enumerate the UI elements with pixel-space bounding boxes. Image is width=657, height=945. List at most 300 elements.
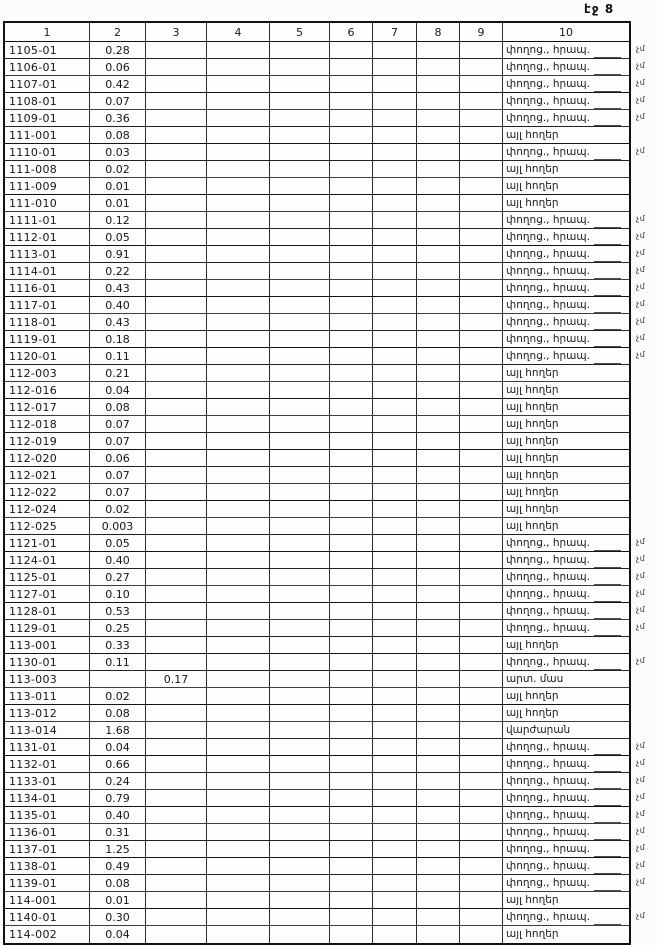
cell-col8-empty (417, 858, 460, 874)
trailing-rule-line (594, 855, 621, 857)
cell-area-col2: 0.05 (90, 229, 146, 245)
cell-col7-empty (373, 144, 417, 160)
cell-col5-empty (270, 501, 330, 517)
cell-area-col3 (146, 42, 207, 58)
cell-col9-empty (460, 603, 503, 619)
margin-note: չմ (636, 554, 646, 563)
cell-area-col3 (146, 552, 207, 568)
cell-area-col3 (146, 382, 207, 398)
land-use-label: փողոց., հրապ. (506, 876, 590, 889)
cell-land-use (503, 467, 629, 483)
cell-col6-empty (330, 671, 373, 687)
cell-parcel-id: 1129-01 (5, 620, 90, 636)
cell-area-col2: 0.10 (90, 586, 146, 602)
cell-area-col3 (146, 110, 207, 126)
cell-parcel-id: 1112-01 (5, 229, 90, 245)
cell-area-col2: 0.07 (90, 433, 146, 449)
cell-col6-empty (330, 773, 373, 789)
cell-col8-empty (417, 620, 460, 636)
cell-area-col3 (146, 348, 207, 364)
table-row (5, 246, 629, 263)
margin-note: չմ (636, 588, 646, 597)
cell-parcel-id: 114-001 (5, 892, 90, 908)
cell-col5-empty (270, 365, 330, 381)
cell-col7-empty (373, 229, 417, 245)
cell-col6-empty (330, 416, 373, 432)
cell-col5-empty (270, 297, 330, 313)
cell-area-col3 (146, 756, 207, 772)
cell-col6-empty (330, 144, 373, 160)
trailing-rule-line (594, 889, 621, 891)
cell-area-col3 (146, 297, 207, 313)
cell-col4-empty (207, 637, 270, 653)
trailing-rule-line (594, 56, 621, 58)
land-use-label: այլ հողեր (506, 451, 559, 464)
cell-col5-empty (270, 688, 330, 704)
cell-col6-empty (330, 654, 373, 670)
land-use-label: այլ հողեր (506, 400, 559, 413)
cell-col5-empty (270, 331, 330, 347)
cell-area-col2: 0.11 (90, 654, 146, 670)
cell-col9-empty (460, 178, 503, 194)
cell-col9-empty (460, 841, 503, 857)
cell-area-col2: 0.01 (90, 892, 146, 908)
cell-col9-empty (460, 773, 503, 789)
cell-col8-empty (417, 569, 460, 585)
land-use-label: փողոց., հրապ. (506, 298, 590, 311)
cell-area-col2: 0.36 (90, 110, 146, 126)
cell-col9-empty (460, 42, 503, 58)
cell-col8-empty (417, 841, 460, 857)
margin-note-empty (636, 397, 657, 414)
table-row (5, 875, 629, 892)
cell-col9-empty (460, 909, 503, 925)
cell-col5-empty (270, 76, 330, 92)
cell-col4-empty (207, 467, 270, 483)
cell-col4-empty (207, 858, 270, 874)
cell-col5-empty (270, 535, 330, 551)
cell-parcel-id: 1125-01 (5, 569, 90, 585)
trailing-rule-line (594, 821, 621, 823)
cell-area-col2: 0.01 (90, 178, 146, 194)
cell-land-use (503, 263, 629, 279)
cell-parcel-id: 1121-01 (5, 535, 90, 551)
cell-parcel-id: 1136-01 (5, 824, 90, 840)
margin-note-empty (636, 890, 657, 907)
cell-col4-empty (207, 246, 270, 262)
cell-col7-empty (373, 76, 417, 92)
cell-land-use (503, 807, 629, 823)
cell-col4-empty (207, 586, 270, 602)
cell-col7-empty (373, 535, 417, 551)
cell-area-col3 (146, 824, 207, 840)
cell-parcel-id: 112-003 (5, 365, 90, 381)
table-row (5, 365, 629, 382)
cell-col9-empty (460, 637, 503, 653)
margin-note: չմ (636, 911, 646, 920)
trailing-rule-line (594, 770, 621, 772)
cell-col8-empty (417, 433, 460, 449)
cell-area-col2: 0.18 (90, 331, 146, 347)
cell-area-col3 (146, 59, 207, 75)
cell-col5-empty (270, 59, 330, 75)
trailing-rule-line (594, 923, 621, 925)
cell-land-use (503, 552, 629, 568)
cell-col9-empty (460, 620, 503, 636)
table-row (5, 195, 629, 212)
cell-land-use (503, 280, 629, 296)
table-row (5, 450, 629, 467)
cell-area-col3 (146, 518, 207, 534)
cell-land-use (503, 756, 629, 772)
cell-col7-empty (373, 909, 417, 925)
cell-land-use (503, 297, 629, 313)
cell-area-col3 (146, 569, 207, 585)
cell-col5-empty (270, 161, 330, 177)
cell-col8-empty (417, 331, 460, 347)
margin-note-empty (636, 125, 657, 142)
cell-col6-empty (330, 42, 373, 58)
table-row (5, 501, 629, 518)
margin-note-empty (636, 465, 657, 482)
cell-parcel-id: 1119-01 (5, 331, 90, 347)
cell-col5-empty (270, 178, 330, 194)
cell-col4-empty (207, 756, 270, 772)
table-row (5, 331, 629, 348)
cell-area-col2: 0.04 (90, 382, 146, 398)
cell-col9-empty (460, 926, 503, 943)
cell-col8-empty (417, 790, 460, 806)
cell-area-col3 (146, 858, 207, 874)
margin-note-empty (636, 703, 657, 720)
cell-col9-empty (460, 722, 503, 738)
cell-col8-empty (417, 535, 460, 551)
cell-col6-empty (330, 518, 373, 534)
cell-land-use (503, 161, 629, 177)
cell-col9-empty (460, 535, 503, 551)
cell-parcel-id: 1110-01 (5, 144, 90, 160)
cell-col9-empty (460, 399, 503, 415)
cell-col6-empty (330, 331, 373, 347)
cell-area-col3 (146, 790, 207, 806)
land-use-label: փողոց., հրապ. (506, 247, 590, 260)
table-row (5, 620, 629, 637)
cell-area-col2: 0.02 (90, 688, 146, 704)
cell-col8-empty (417, 518, 460, 534)
cell-col8-empty (417, 127, 460, 143)
cell-area-col2: 0.53 (90, 603, 146, 619)
cell-col9-empty (460, 382, 503, 398)
cell-parcel-id: 1106-01 (5, 59, 90, 75)
cell-col5-empty (270, 280, 330, 296)
cell-area-col2: 0.12 (90, 212, 146, 228)
cell-col8-empty (417, 807, 460, 823)
cell-land-use (503, 195, 629, 211)
cell-col6-empty (330, 212, 373, 228)
cell-col9-empty (460, 858, 503, 874)
cell-col8-empty (417, 42, 460, 58)
cell-col7-empty (373, 348, 417, 364)
cell-col5-empty (270, 399, 330, 415)
table-row (5, 314, 629, 331)
cell-col4-empty (207, 909, 270, 925)
cell-area-col2: 0.08 (90, 705, 146, 721)
cell-col6-empty (330, 620, 373, 636)
cell-col6-empty (330, 926, 373, 943)
cell-area-col2: 0.40 (90, 297, 146, 313)
cell-area-col2: 0.06 (90, 450, 146, 466)
land-use-label: այլ հողեր (506, 128, 559, 141)
cell-col6-empty (330, 280, 373, 296)
cell-col4-empty (207, 212, 270, 228)
cell-col5-empty (270, 127, 330, 143)
cell-area-col2: 0.04 (90, 739, 146, 755)
cell-area-col2: 0.07 (90, 467, 146, 483)
land-use-label: փողոց., հրապ. (506, 60, 590, 73)
column-header-1: 1 (5, 23, 90, 41)
cell-col4-empty (207, 722, 270, 738)
land-use-label: փողոց., հրապ. (506, 604, 590, 617)
land-use-label: վարժարան (506, 723, 571, 736)
cell-col8-empty (417, 722, 460, 738)
cell-col8-empty (417, 212, 460, 228)
cell-land-use (503, 586, 629, 602)
land-use-label: այլ հողեր (506, 468, 559, 481)
cell-parcel-id: 1130-01 (5, 654, 90, 670)
cell-col9-empty (460, 467, 503, 483)
cell-area-col3 (146, 807, 207, 823)
cell-col6-empty (330, 739, 373, 755)
cell-area-col2: 0.07 (90, 93, 146, 109)
cell-area-col2: 0.08 (90, 127, 146, 143)
cell-parcel-id: 1118-01 (5, 314, 90, 330)
cell-parcel-id: 1113-01 (5, 246, 90, 262)
cell-col7-empty (373, 382, 417, 398)
cell-col9-empty (460, 161, 503, 177)
cell-col4-empty (207, 484, 270, 500)
cell-area-col3 (146, 603, 207, 619)
cell-area-col2: 0.22 (90, 263, 146, 279)
cell-col6-empty (330, 110, 373, 126)
land-use-label: փողոց., հրապ. (506, 587, 590, 600)
cell-col5-empty (270, 144, 330, 160)
margin-note: չմ (636, 605, 646, 614)
cell-col9-empty (460, 433, 503, 449)
cell-col7-empty (373, 637, 417, 653)
cell-col5-empty (270, 807, 330, 823)
cell-col5-empty (270, 42, 330, 58)
cell-land-use (503, 790, 629, 806)
cell-col7-empty (373, 518, 417, 534)
cell-col8-empty (417, 399, 460, 415)
cell-col6-empty (330, 535, 373, 551)
cell-col9-empty (460, 144, 503, 160)
table-row (5, 110, 629, 127)
cell-parcel-id: 113-012 (5, 705, 90, 721)
cell-col5-empty (270, 569, 330, 585)
column-header-3: 3 (146, 23, 207, 41)
cell-parcel-id: 111-008 (5, 161, 90, 177)
cell-parcel-id: 1138-01 (5, 858, 90, 874)
cell-col6-empty (330, 399, 373, 415)
margin-note-empty (636, 380, 657, 397)
margin-note: չմ (636, 95, 646, 104)
margin-note-empty (636, 193, 657, 210)
cell-area-col3 (146, 161, 207, 177)
cell-col6-empty (330, 467, 373, 483)
margin-note-empty (636, 499, 657, 516)
table-row (5, 552, 629, 569)
cell-land-use (503, 110, 629, 126)
table-row (5, 297, 629, 314)
cell-col4-empty (207, 705, 270, 721)
column-header-4: 4 (207, 23, 270, 41)
trailing-rule-line (594, 549, 621, 551)
cell-land-use (503, 212, 629, 228)
cell-area-col2: 0.08 (90, 875, 146, 891)
page-number-label: էջ 8 (584, 2, 615, 16)
cell-col4-empty (207, 807, 270, 823)
margin-note: չմ (636, 809, 646, 818)
cell-col8-empty (417, 671, 460, 687)
land-use-label: այլ հողեր (506, 519, 559, 532)
cell-parcel-id: 112-022 (5, 484, 90, 500)
cell-col9-empty (460, 484, 503, 500)
margin-note-empty (636, 431, 657, 448)
cell-area-col3 (146, 637, 207, 653)
cell-col8-empty (417, 144, 460, 160)
cell-col9-empty (460, 790, 503, 806)
table-row (5, 382, 629, 399)
cell-col5-empty (270, 263, 330, 279)
cell-parcel-id: 1114-01 (5, 263, 90, 279)
land-use-label: փողոց., հրապ. (506, 910, 590, 923)
cell-col5-empty (270, 450, 330, 466)
margin-note-empty (636, 363, 657, 380)
cell-col6-empty (330, 229, 373, 245)
cell-col4-empty (207, 110, 270, 126)
land-use-label: այլ հողեր (506, 383, 559, 396)
cell-col5-empty (270, 875, 330, 891)
cell-area-col2: 0.30 (90, 909, 146, 925)
trailing-rule-line (594, 260, 621, 262)
cell-col5-empty (270, 756, 330, 772)
cell-parcel-id: 1133-01 (5, 773, 90, 789)
cell-col5-empty (270, 552, 330, 568)
margin-note: չմ (636, 350, 646, 359)
cell-col6-empty (330, 76, 373, 92)
cell-area-col3 (146, 705, 207, 721)
cell-land-use (503, 416, 629, 432)
cell-col8-empty (417, 59, 460, 75)
land-use-label: փողոց., հրապ. (506, 842, 590, 855)
cell-col7-empty (373, 722, 417, 738)
cell-col8-empty (417, 382, 460, 398)
cell-col8-empty (417, 467, 460, 483)
column-header-5: 5 (270, 23, 330, 41)
cell-col8-empty (417, 246, 460, 262)
cell-col7-empty (373, 807, 417, 823)
cell-col8-empty (417, 739, 460, 755)
cell-area-col2: 0.11 (90, 348, 146, 364)
cell-col8-empty (417, 603, 460, 619)
margin-note: չմ (636, 112, 646, 121)
cell-col8-empty (417, 195, 460, 211)
table-row (5, 263, 629, 280)
cell-land-use (503, 127, 629, 143)
cell-area-col3 (146, 212, 207, 228)
cell-land-use (503, 348, 629, 364)
land-use-label: փողոց., հրապ. (506, 213, 590, 226)
cell-col4-empty (207, 382, 270, 398)
column-header-2: 2 (90, 23, 146, 41)
margin-note: չմ (636, 231, 646, 240)
cell-col7-empty (373, 620, 417, 636)
cell-col4-empty (207, 875, 270, 891)
cell-col5-empty (270, 773, 330, 789)
cell-area-col3 (146, 722, 207, 738)
land-use-label: փողոց., հրապ. (506, 349, 590, 362)
trailing-rule-line (594, 787, 621, 789)
cell-col7-empty (373, 790, 417, 806)
margin-note: չմ (636, 826, 646, 835)
cell-col5-empty (270, 926, 330, 943)
cell-col8-empty (417, 297, 460, 313)
cell-land-use (503, 518, 629, 534)
land-use-label: այլ հողեր (506, 502, 559, 515)
land-use-label: փողոց., հրապ. (506, 740, 590, 753)
table-row (5, 518, 629, 535)
margin-note: չմ (636, 44, 646, 53)
cell-col8-empty (417, 824, 460, 840)
column-header-8: 8 (417, 23, 460, 41)
cell-col6-empty (330, 195, 373, 211)
margin-note-empty (636, 635, 657, 652)
land-use-label: փողոց., հրապ. (506, 77, 590, 90)
margin-note: չմ (636, 571, 646, 580)
table-row (5, 467, 629, 484)
margin-note: չմ (636, 656, 646, 665)
cell-land-use (503, 909, 629, 925)
cell-land-use (503, 59, 629, 75)
cell-parcel-id: 1105-01 (5, 42, 90, 58)
table-row (5, 569, 629, 586)
cell-area-col2: 0.06 (90, 59, 146, 75)
table-row (5, 93, 629, 110)
cell-parcel-id: 112-021 (5, 467, 90, 483)
table-row (5, 807, 629, 824)
cell-land-use (503, 569, 629, 585)
cell-col4-empty (207, 450, 270, 466)
cell-col7-empty (373, 484, 417, 500)
cell-col5-empty (270, 212, 330, 228)
cell-col4-empty (207, 790, 270, 806)
cell-col5-empty (270, 110, 330, 126)
cell-parcel-id: 112-018 (5, 416, 90, 432)
cell-area-col2: 0.28 (90, 42, 146, 58)
trailing-rule-line (594, 634, 621, 636)
table-row (5, 348, 629, 365)
margin-note-empty (636, 159, 657, 176)
cell-area-col3 (146, 654, 207, 670)
trailing-rule-line (594, 328, 621, 330)
cell-col5-empty (270, 892, 330, 908)
table-row (5, 127, 629, 144)
cell-col9-empty (460, 450, 503, 466)
cell-col6-empty (330, 586, 373, 602)
cell-col5-empty (270, 348, 330, 364)
cell-col6-empty (330, 841, 373, 857)
